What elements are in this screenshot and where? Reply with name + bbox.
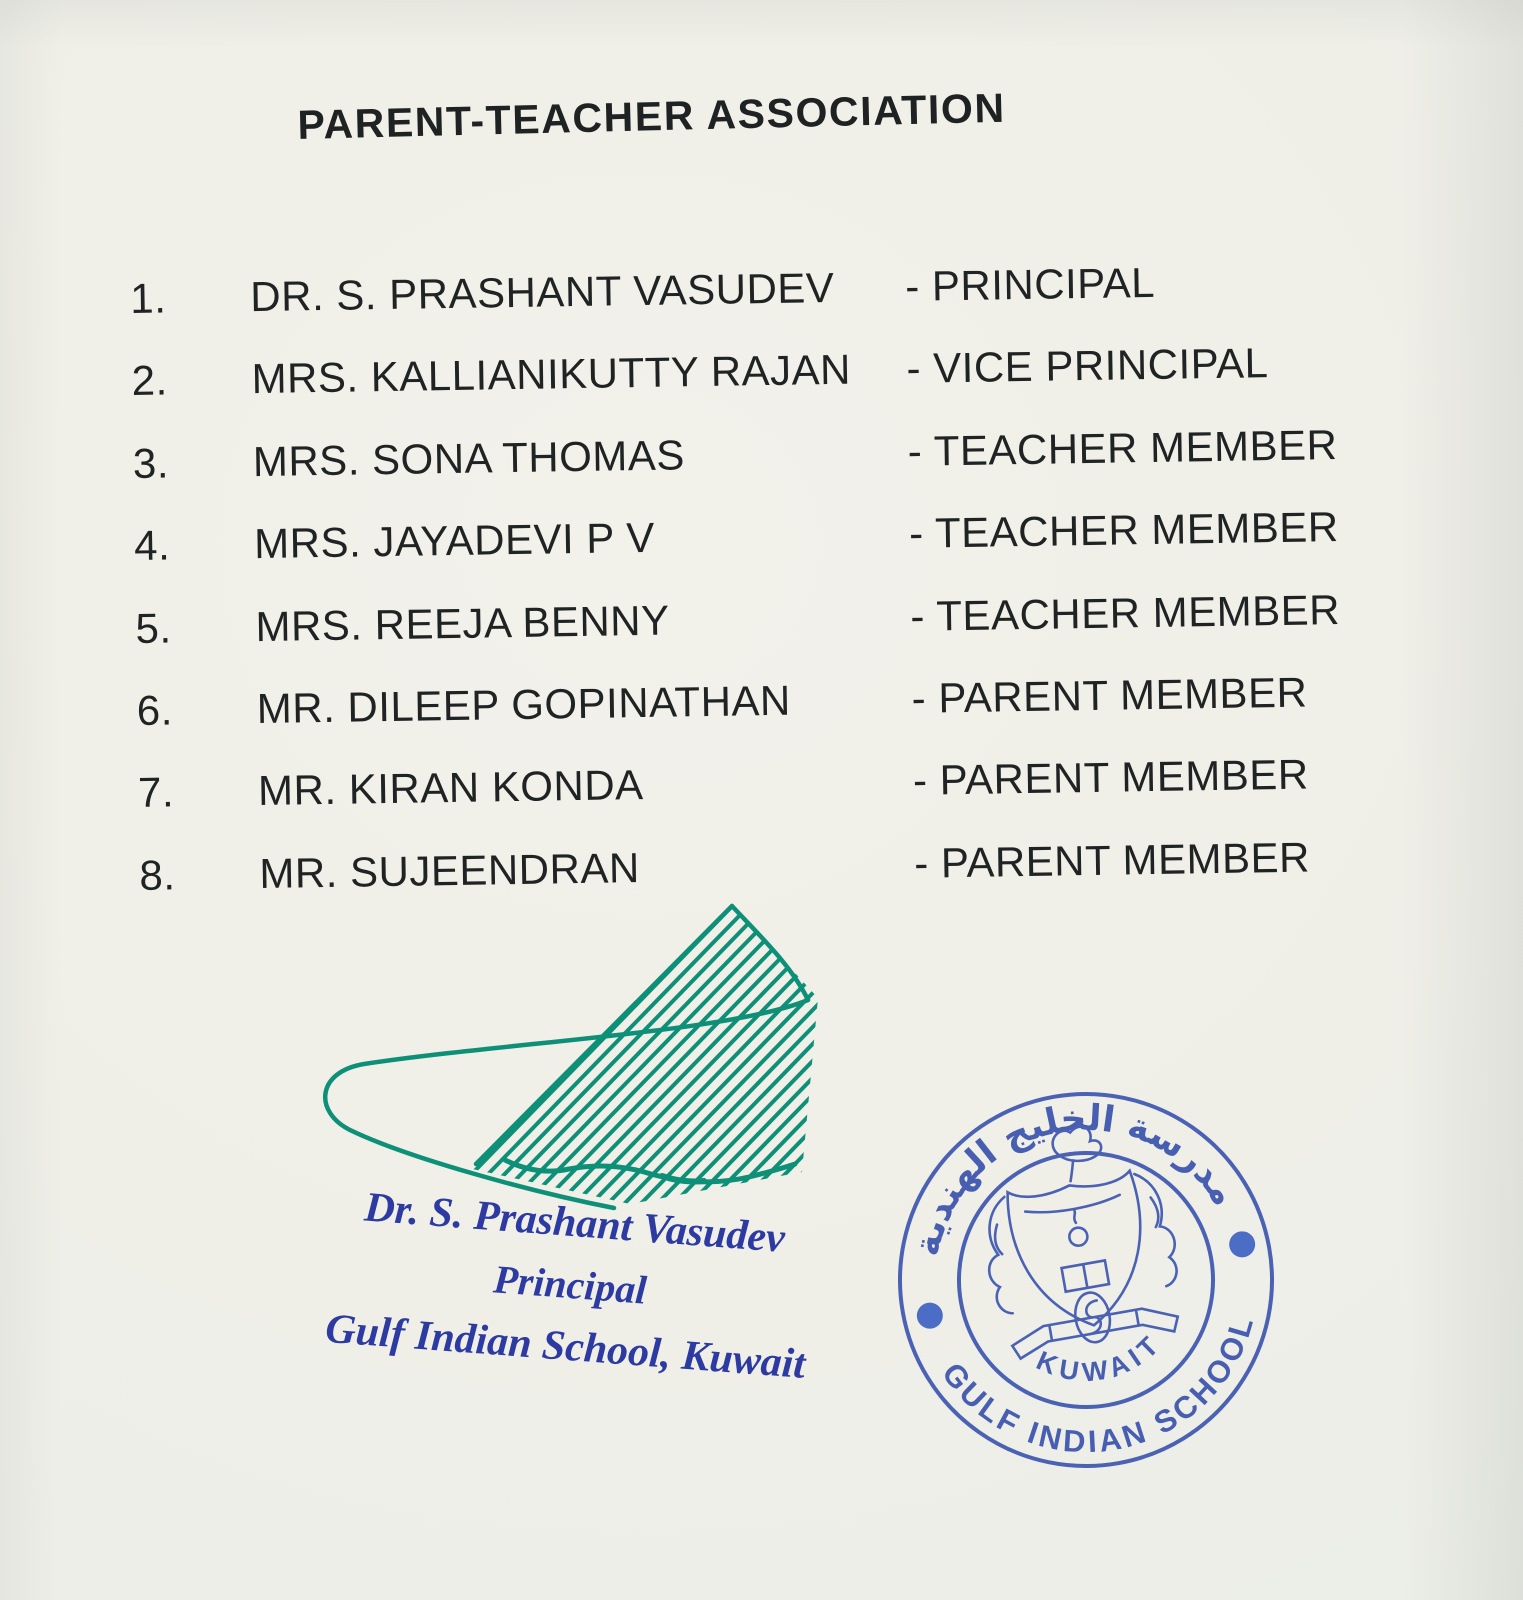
member-number: 3. xyxy=(132,439,170,487)
member-role: - PARENT MEMBER xyxy=(913,833,1311,887)
member-name: MRS. JAYADEVI P V xyxy=(253,513,656,568)
member-name: DR. S. PRASHANT VASUDEV xyxy=(249,263,835,321)
member-name: MR. DILEEP GOPINATHAN xyxy=(256,676,792,733)
seal-arabic-text: مدرسة الخليج الهندية xyxy=(906,1097,1245,1260)
svg-text:GULF INDIAN SCHOOL xyxy=(932,1304,1276,1470)
member-list xyxy=(130,257,1470,937)
svg-text:KUWAIT xyxy=(1028,1324,1173,1398)
member-role: - TEACHER MEMBER xyxy=(907,420,1338,475)
member-role: - PRINCIPAL xyxy=(904,258,1156,310)
member-number: 1. xyxy=(129,274,167,322)
seal-city-text: KUWAIT xyxy=(1032,1327,1169,1388)
stamp-principal-name: Dr. S. Prashant Vasudev xyxy=(362,1184,787,1262)
member-name: MRS. KALLIANIKUTTY RAJAN xyxy=(251,346,852,403)
stamp-principal-title: Principal xyxy=(491,1256,649,1313)
member-number: 5. xyxy=(135,603,172,652)
member-name: MR. KIRAN KONDA xyxy=(257,761,644,815)
seal-dot-left xyxy=(915,1301,945,1331)
member-role: - PARENT MEMBER xyxy=(911,668,1308,722)
member-role: - PARENT MEMBER xyxy=(912,750,1309,805)
stamp-school-name: Gulf Indian School, Kuwait xyxy=(323,1305,807,1388)
member-number: 8. xyxy=(139,851,176,899)
member-name: MRS. REEJA BENNY xyxy=(255,596,670,650)
member-number: 6. xyxy=(136,686,174,734)
member-name: MRS. SONA THOMAS xyxy=(252,431,686,485)
seal-english-text: GULF INDIAN SCHOOL xyxy=(935,1309,1261,1460)
school-seal-stamp xyxy=(896,1090,1276,1470)
member-name: MR. SUJEENDRAN xyxy=(258,843,641,897)
seal-drawing xyxy=(896,1090,1276,1470)
page-title: PARENT-TEACHER ASSOCIATION xyxy=(297,84,1007,148)
member-number: 4. xyxy=(133,521,171,570)
member-role: - TEACHER MEMBER xyxy=(908,503,1340,557)
member-number: 7. xyxy=(137,768,175,817)
seal-dot-right xyxy=(1227,1229,1257,1259)
member-role: - TEACHER MEMBER xyxy=(910,585,1341,640)
member-role: - VICE PRINCIPAL xyxy=(906,339,1269,393)
member-number: 2. xyxy=(131,356,169,405)
